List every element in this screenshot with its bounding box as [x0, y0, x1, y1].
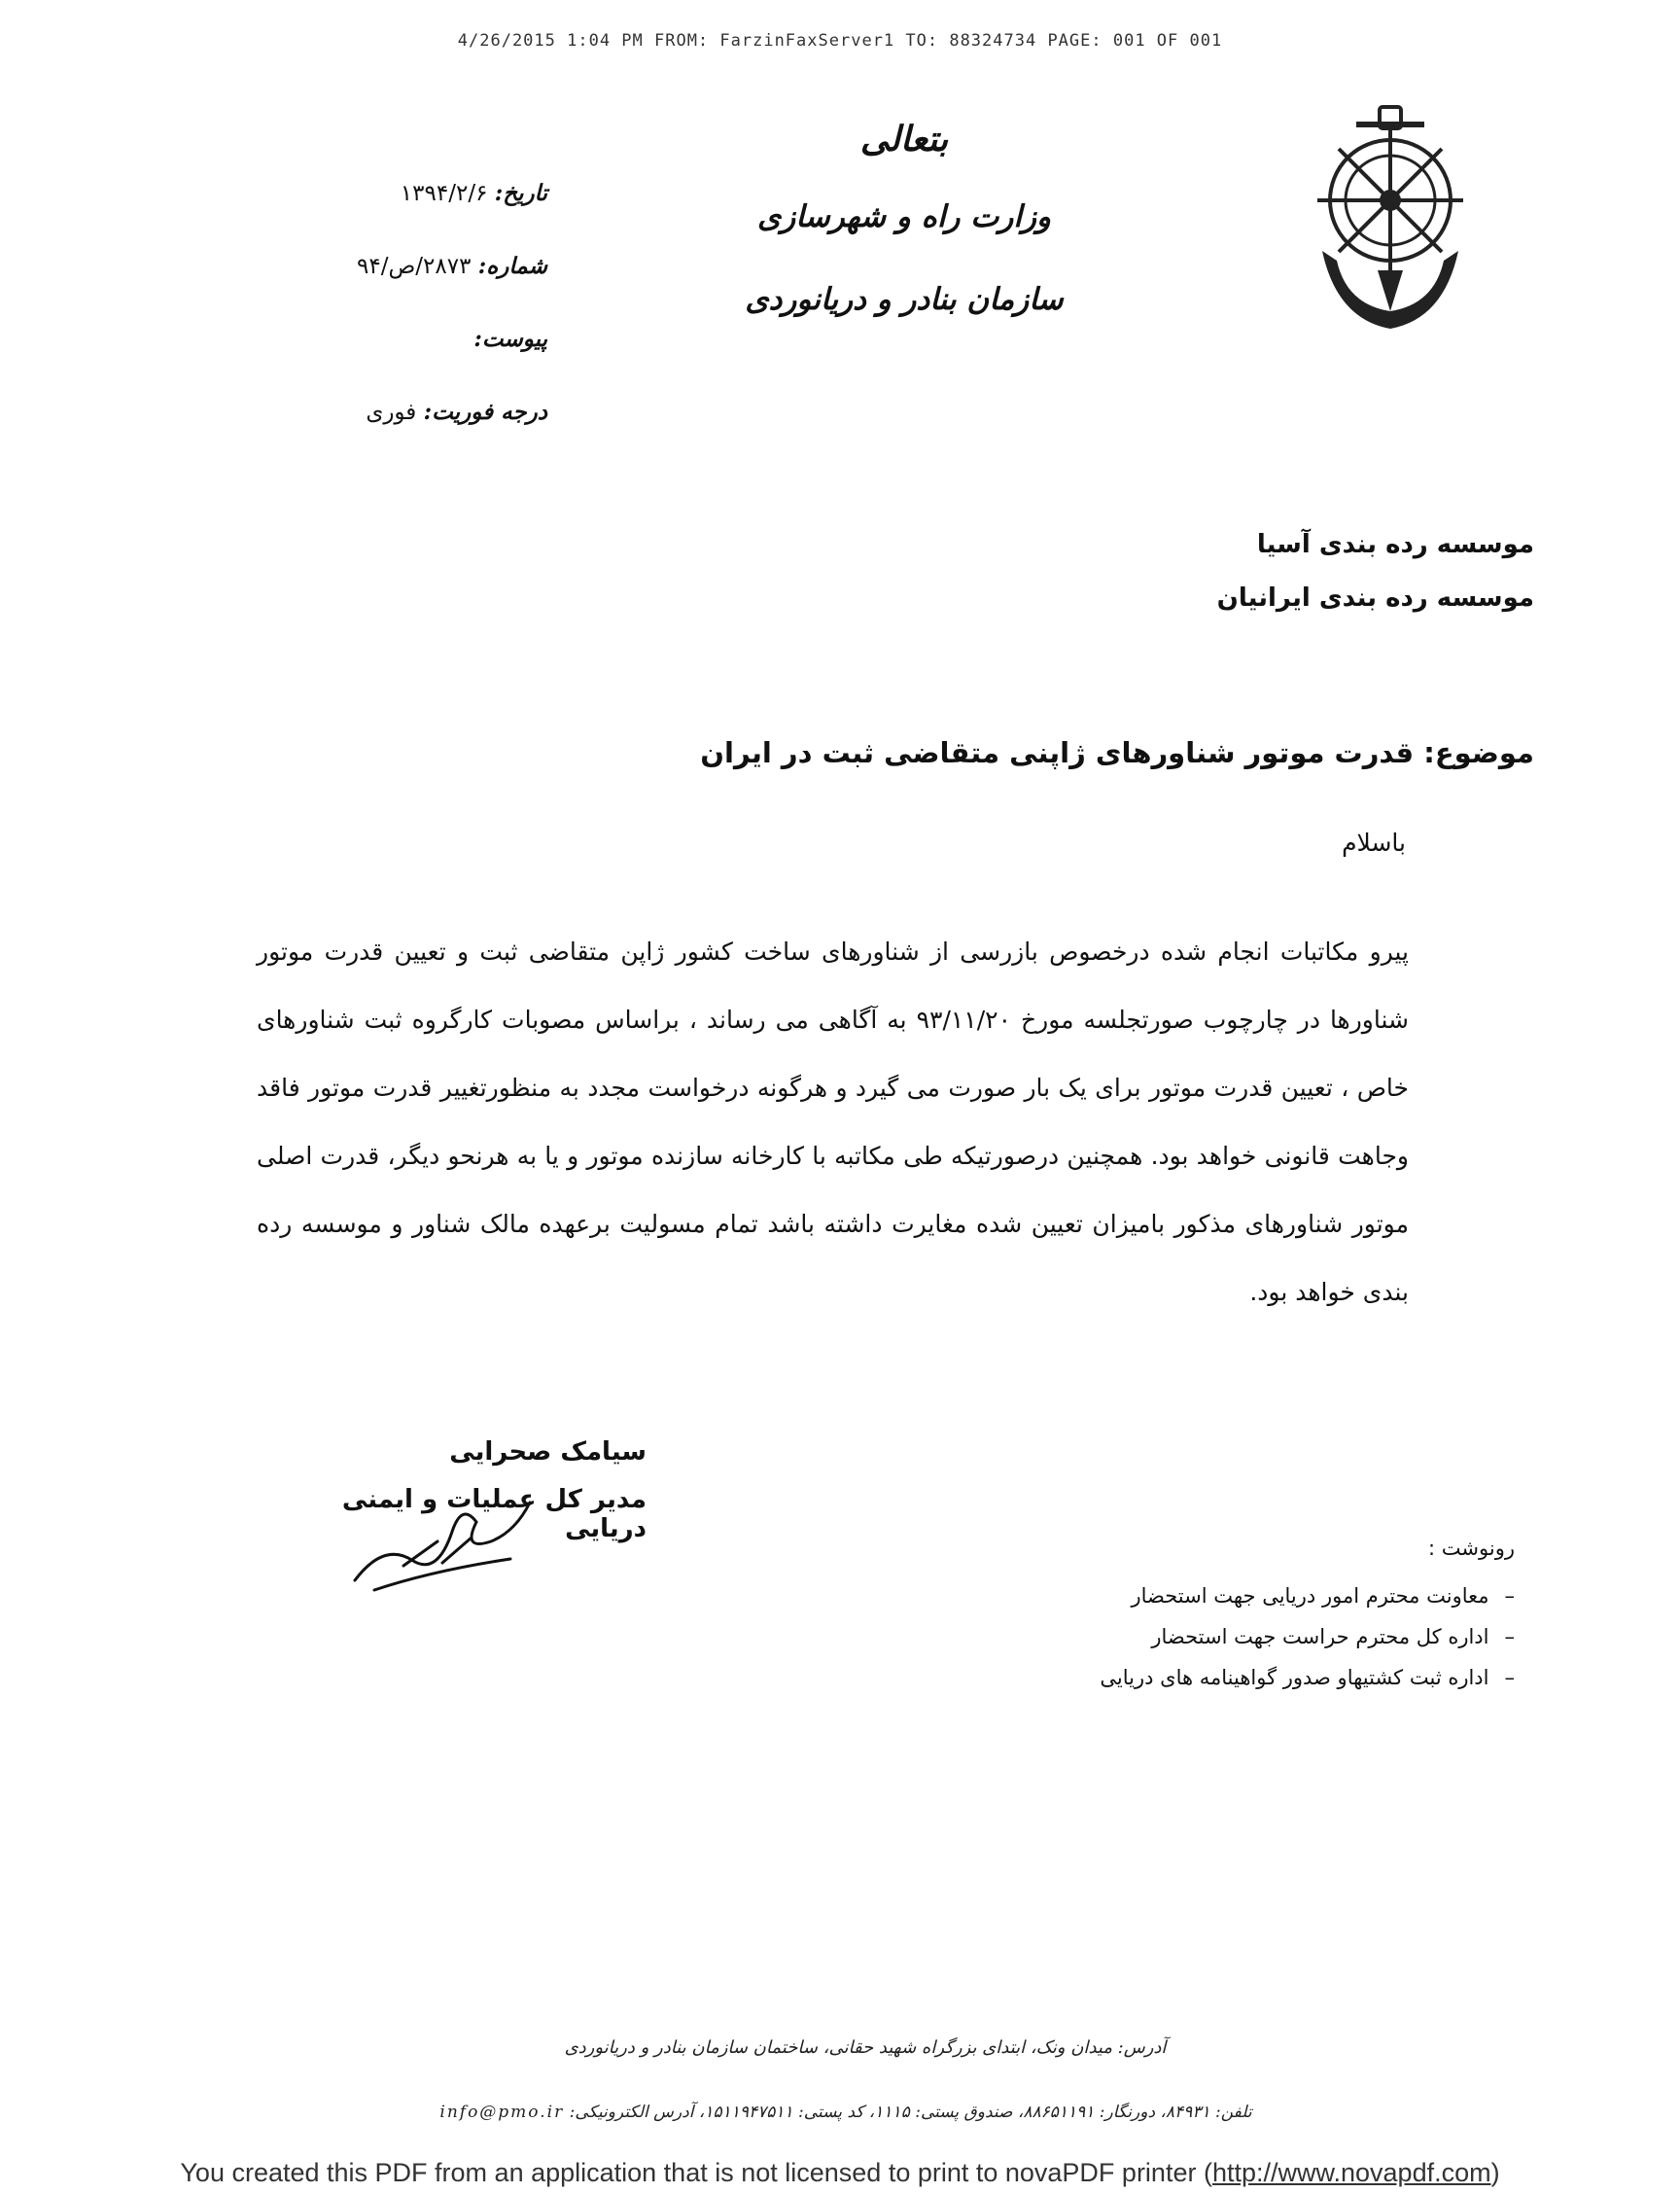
subject-line	[700, 736, 1534, 769]
fax-header: 4/26/2015 1:04 PM FROM: FarzinFaxServer1 TO: 88324734 PAGE: 001 OF 001	[457, 31, 1223, 51]
number-label: شماره:	[477, 253, 547, 279]
date-value: ۱۳۹۴/۲/۶	[400, 181, 488, 206]
letter-date	[401, 180, 547, 206]
novapdf-notice: You created this PDF from an application that is not licensed to print to novaPDF printer (http://www.novapdf.com)	[180, 2158, 1500, 2187]
subject-label: موضوع:	[1423, 736, 1534, 769]
signer-name: سیامک صحرایی	[449, 1437, 647, 1467]
priority-value: فوری	[366, 400, 417, 425]
letter-priority	[366, 399, 547, 425]
cc-item: –اداره ثبت کشتیهاو صدور گواهینامه های دریایی	[1100, 1666, 1515, 1689]
signer-title: مدیر کل عملیات و ایمنی دریایی	[341, 1485, 647, 1543]
cc-list	[1100, 1575, 1515, 1698]
footer-contact	[408, 2103, 1283, 2122]
number-value: ۲۸۷۳/ص/۹۴	[357, 254, 472, 279]
attachment-label: پیوست:	[473, 326, 547, 352]
letter-attachment	[473, 326, 547, 352]
cc-label: رونوشت :	[1428, 1537, 1515, 1560]
date-label: تاریخ:	[494, 180, 547, 206]
greeting: باسلام	[1342, 829, 1406, 857]
novapdf-text: You created this PDF from an application that is not licensed to print to novaPDF printer (	[180, 2158, 1212, 2187]
footer-email: info@pmo.ir	[439, 2103, 565, 2122]
bismillah-heading: بتعالی	[859, 119, 949, 159]
subject-text: قدرت موتور شناورهای ژاپنی متقاضی ثبت در ایران	[700, 736, 1415, 769]
recipient-2: موسسه رده بندی ایرانیان	[1216, 584, 1534, 613]
priority-label: درجه فوریت:	[423, 399, 547, 425]
cc-item: –اداره کل محترم حراست جهت استحضار	[1151, 1625, 1515, 1648]
letter-number	[357, 253, 547, 279]
organization-name: سازمان بنادر و دریانوردی	[745, 282, 1064, 317]
anchor-wheel-emblem-icon	[1317, 86, 1463, 334]
letter-body: پیرو مکاتبات انجام شده درخصوص بازرسی از شناورهای ساخت کشور ژاپن متقاضی ثبت و تعیین قدرت موتور شناورها در چارچوب صورتجلسه مورخ ۹۳/۱۱/۲۰ به آگاهی می رساند ، براساس مصوبات کارگروه ثبت شناورهای خاص ، تعیین قدرت موتور برای یک بار صورت می گیرد و هرگونه درخواست مجدد به منظورتغییر قدرت موتور فاقد وجاهت قانونی خواهد بود. همچنین درصورتیکه طی مکاتبه با کارخانه سازنده موتور و یا به هرنحو دیگر، قدرت اصلی موتور شناورهای مذکور بامیزان تعیین شده مغایرت داشته باشد تمام مسولیت برعهده مالک شناور و موسسه رده بندی خواهد بود.	[257, 937, 1409, 1306]
footer-address: آدرس: میدان ونک، ابتدای بزرگراه شهید حقانی، ساختمان سازمان بنادر و دریانوردی	[564, 2037, 1167, 2058]
recipient-1: موسسه رده بندی آسیا	[1256, 530, 1534, 559]
cc-item: –معاونت محترم امور دریایی جهت استحضار	[1131, 1584, 1515, 1608]
ministry-name: وزارت راه و شهرسازی	[757, 199, 1051, 234]
novapdf-link[interactable]: http://www.novapdf.com	[1211, 2158, 1491, 2187]
footer-contact-text: تلفن: ۸۴۹۳۱، دورنگار: ۸۸۶۵۱۱۹۱، صندوق پستی: ۱۱۱۵، کد پستی: ۱۵۱۱۹۴۷۵۱۱، آدرس الکترونیکی:	[569, 2103, 1252, 2122]
handwritten-signature	[345, 1444, 540, 1600]
